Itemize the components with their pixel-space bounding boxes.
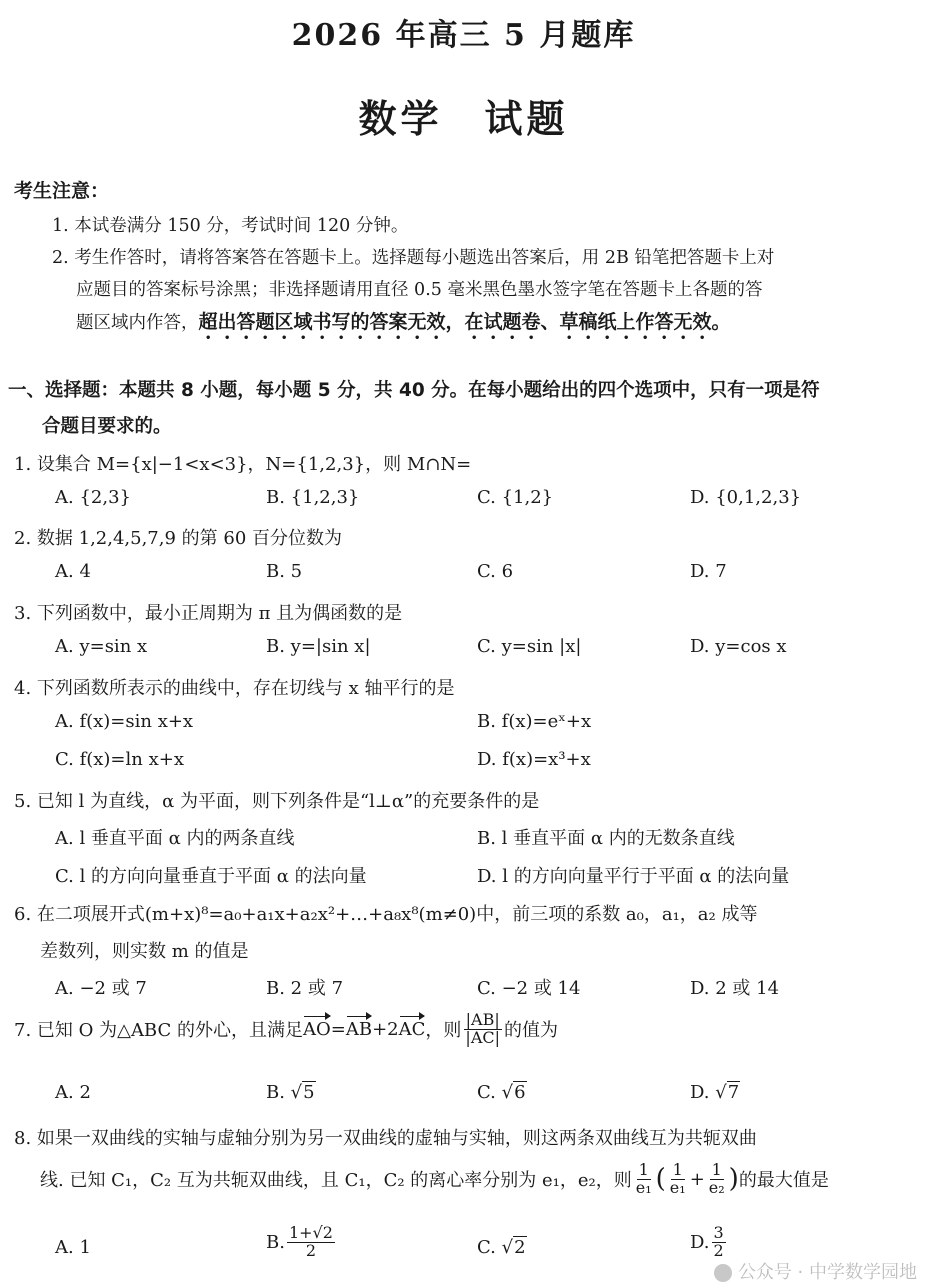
question-4-option-c: C. f(x)=ln x+x	[55, 749, 184, 770]
wechat-icon	[714, 1264, 732, 1282]
option-d-label: D.	[690, 1231, 710, 1253]
notice-item-1: 1. 本试卷满分 150 分，考试时间 120 分钟。	[52, 216, 409, 236]
question-7-option-a: A. 2	[55, 1082, 91, 1103]
question-7-text-a: 7. 已知 O 为△ABC 的外心，且满足	[14, 1020, 303, 1042]
question-1-option-d: D. {0,1,2,3}	[690, 487, 802, 508]
ratio-numerator: |AB|	[465, 1010, 500, 1029]
question-6-option-a: A. −2 或 7	[55, 978, 147, 999]
question-3-option-d: D. y=cos x	[690, 636, 787, 657]
notice-item-2-line-2: 应题目的答案标号涂黑；非选择题请用直径 0.5 毫米黑色墨水签字笔在答题卡上各题的答	[76, 280, 763, 300]
question-7-option-b	[266, 1082, 316, 1103]
left-paren: (	[655, 1164, 666, 1195]
question-6-option-b: B. 2 或 7	[266, 978, 344, 999]
question-2-option-b: B. 5	[266, 561, 303, 582]
option-c-label: C.	[477, 1082, 502, 1103]
question-8-text-b: 的最大值是	[738, 1170, 829, 1192]
question-8-option-a: A. 1	[55, 1237, 91, 1258]
question-7-text-c: 的值为	[504, 1020, 558, 1042]
radicand: 5	[303, 1082, 315, 1103]
denominator: 2	[713, 1240, 724, 1260]
question-7-ratio	[463, 1012, 502, 1047]
question-5-option-d: D. l 的方向向量平行于平面 α 的法向量	[477, 866, 790, 887]
section-heading-line-1: 一、选择题：本题共 8 小题，每小题 5 分，共 40 分。在每小题给出的四个选项中，只有一项是符	[8, 380, 820, 401]
notice-heading: 考生注意：	[14, 180, 110, 202]
fraction-one-over-e2	[707, 1162, 727, 1197]
question-1-option-b: B. {1,2,3}	[266, 487, 360, 508]
plus-sign: +	[689, 1168, 705, 1190]
notice-item-2-text: 题区域内作答，	[76, 313, 199, 333]
question-7-option-c	[477, 1082, 527, 1103]
question-4-option-b: B. f(x)=eˣ+x	[477, 711, 592, 732]
question-1-option-c: C. {1,2}	[477, 487, 554, 508]
numerator: 1	[672, 1160, 683, 1179]
question-8-line-1: 8. 如果一双曲线的实轴与虚轴分别为另一双曲线的虚轴与实轴，则这两条双曲线互为共轭双曲	[14, 1128, 757, 1149]
radicand: 7	[727, 1082, 740, 1103]
denominator: e₁	[669, 1177, 686, 1197]
question-6-line-1: 6. 在二项展开式(m+x)⁸=a₀+a₁x+a₂x²+…+a₈x⁸(m≠0)中，前三项的系数 a₀，a₁，a₂ 成等	[14, 904, 758, 925]
watermark	[714, 1258, 917, 1284]
sqrt-2: √2	[501, 1237, 526, 1258]
vector-ab: AB	[345, 1018, 373, 1040]
question-8-line-2	[40, 1162, 829, 1197]
vector-ao: AO	[303, 1018, 331, 1040]
denominator: e₂	[708, 1177, 725, 1197]
question-2: 2. 数据 1,2,4,5,7,9 的第 60 百分位数为	[14, 528, 343, 549]
question-5-option-a: A. l 垂直平面 α 内的两条直线	[55, 828, 295, 849]
option-b-label: B.	[266, 1231, 285, 1253]
sqrt-5: √5	[290, 1082, 315, 1103]
radicand: 6	[514, 1082, 526, 1103]
ratio-denominator: |AC|	[465, 1027, 500, 1047]
numerator: 3	[713, 1223, 724, 1242]
question-1-number: 1. 设集合	[14, 454, 97, 475]
question-3-option-b: B. y=|sin x|	[266, 636, 371, 657]
fraction-three-halves	[712, 1225, 726, 1260]
question-1-text: M={x|−1<x<3}，N={1,2,3}，则 M∩N=	[96, 454, 472, 475]
radicand: 2	[514, 1237, 526, 1258]
question-3: 3. 下列函数中，最小正周期为 π 且为偶函数的是	[14, 603, 403, 624]
question-7-equals: =	[330, 1018, 346, 1040]
question-4-option-d: D. f(x)=x³+x	[477, 749, 591, 770]
option-c-label: C.	[477, 1237, 502, 1258]
question-5-option-c: C. l 的方向向量垂直于平面 α 的法向量	[55, 866, 367, 887]
option-d-label: D.	[690, 1082, 716, 1103]
sqrt-7: √7	[715, 1082, 740, 1103]
notice-item-2-line-1: 2. 考生作答时，请将答案答在答题卡上。选择题每小题选出答案后，用 2B 铅笔把答题卡上对	[52, 248, 775, 268]
section-heading-line-2: 合题目要求的。	[42, 416, 172, 437]
watermark-text: 公众号 · 中学数学园地	[737, 1262, 917, 1283]
question-6-option-c: C. −2 或 14	[477, 978, 581, 999]
exam-top-title: 2026 年高三 5 月题库	[291, 18, 636, 53]
question-8-text-a: 线. 已知 C₁，C₂ 互为共轭双曲线，且 C₁，C₂ 的离心率分别为 e₁，e₂，则	[40, 1170, 632, 1192]
question-4-option-a: A. f(x)=sin x+x	[55, 711, 194, 732]
exam-main-title: 数学 试题	[358, 96, 569, 141]
fraction-one-over-e1	[634, 1162, 654, 1197]
question-1-option-a: A. {2,3}	[55, 487, 131, 508]
right-paren: )	[728, 1164, 739, 1195]
denominator: 2	[305, 1240, 317, 1260]
question-7-text-b: ，则	[425, 1020, 462, 1042]
question-1	[14, 450, 471, 476]
notice-item-2-line-3	[76, 307, 731, 344]
question-7-option-d	[690, 1082, 740, 1103]
question-7	[14, 1012, 558, 1047]
vector-ac: AC	[398, 1018, 426, 1040]
numerator: 1	[711, 1160, 722, 1179]
fraction-one-over-e1-inner	[668, 1162, 688, 1197]
numerator: 1	[638, 1160, 649, 1179]
question-2-option-d: D. 7	[690, 561, 727, 582]
notice-emphasis-warning: 超出答题区域书写的答案无效，在试题卷、草稿纸上作答无效。	[198, 311, 731, 333]
question-5: 5. 已知 l 为直线，α 为平面，则下列条件是“l⊥α”的充要条件的是	[14, 791, 540, 812]
question-8-option-c	[477, 1237, 527, 1258]
question-4: 4. 下列函数所表示的曲线中，存在切线与 x 轴平行的是	[14, 678, 455, 699]
question-7-plus-two: +2	[372, 1018, 399, 1040]
question-6-line-2: 差数列，则实数 m 的值是	[40, 941, 249, 962]
question-2-option-a: A. 4	[55, 561, 91, 582]
denominator: e₁	[635, 1177, 652, 1197]
question-6-option-d: D. 2 或 14	[690, 978, 780, 999]
option-b-label: B.	[266, 1082, 291, 1103]
question-8-option-b	[266, 1225, 337, 1260]
numerator: 1+√2	[288, 1223, 333, 1242]
question-3-option-c: C. y=sin |x|	[477, 636, 582, 657]
question-5-option-b: B. l 垂直平面 α 内的无数条直线	[477, 828, 735, 849]
sqrt-6: √6	[501, 1082, 526, 1103]
question-2-option-c: C. 6	[477, 561, 514, 582]
question-3-option-a: A. y=sin x	[55, 636, 148, 657]
question-8-option-d	[690, 1225, 728, 1260]
fraction-one-plus-root2-over-2	[287, 1225, 335, 1260]
